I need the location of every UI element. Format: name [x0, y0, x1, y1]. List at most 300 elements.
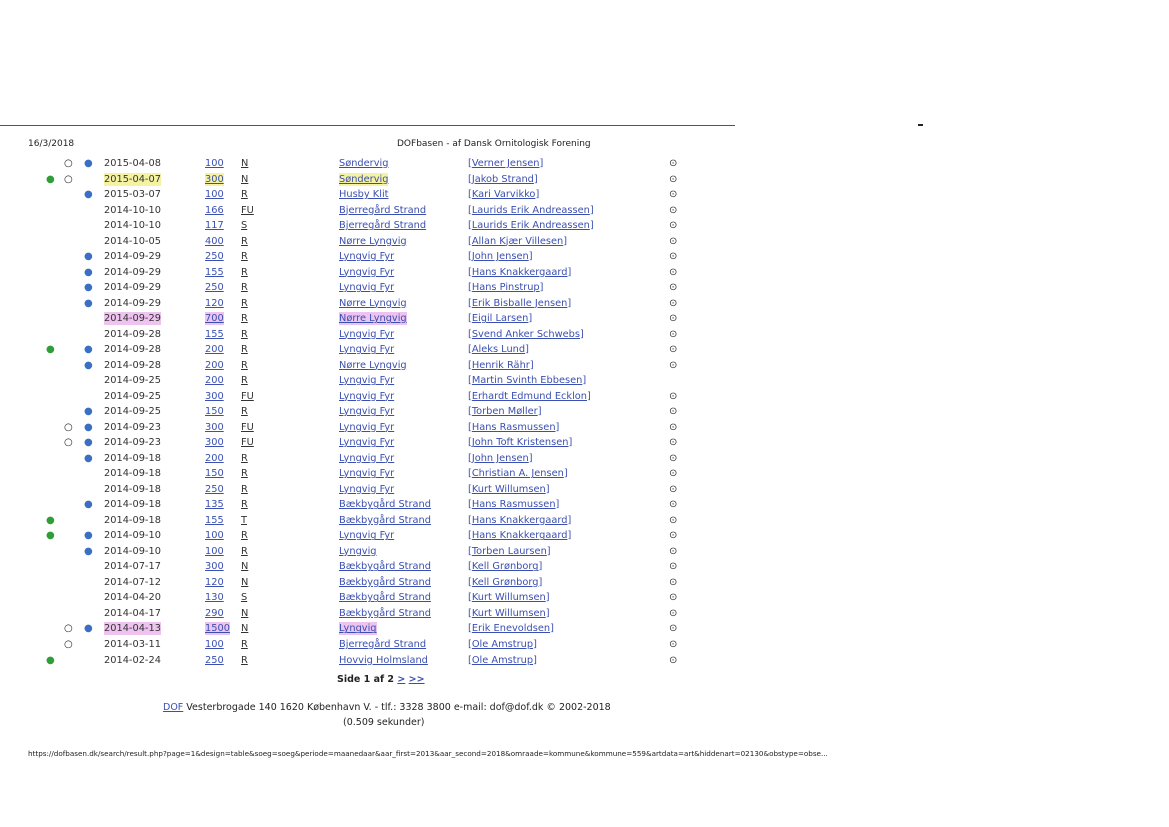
- observer-link[interactable]: [John Jensen]: [468, 251, 533, 263]
- count-link[interactable]: 1500: [205, 623, 230, 635]
- clock-icon[interactable]: ⊙: [669, 452, 678, 464]
- observer-link[interactable]: [Kell Grønborg]: [468, 576, 543, 588]
- speech-bubble-icon[interactable]: ●: [46, 530, 55, 542]
- observer-link[interactable]: [Torben Laursen]: [468, 545, 551, 557]
- date-cell: 2014-09-25: [104, 375, 161, 387]
- observer-link[interactable]: [Hans Rasmussen]: [468, 421, 560, 433]
- location-link[interactable]: Lyngvig Fyr: [339, 282, 395, 294]
- comment-icon[interactable]: ●: [84, 437, 93, 449]
- table-row: [0, 575, 735, 591]
- location-link[interactable]: Bækbygård Strand: [339, 592, 431, 604]
- count-link[interactable]: 250: [205, 483, 224, 495]
- observer-link[interactable]: [John Toft Kristensen]: [468, 437, 573, 449]
- outline-bubble-icon[interactable]: ○: [64, 437, 73, 449]
- print-url: https://dofbasen.dk/search/result.php?page=1&design=table&soeg=soeg&periode=maanedaar&aar_first=2013&aar_second=2018&omraade=kommune&kommune=559&artdata=art&hiddenart=02130&obstype=obse...: [28, 749, 828, 758]
- observer-link[interactable]: [Kurt Willumsen]: [468, 592, 550, 604]
- clock-icon[interactable]: ⊙: [669, 483, 678, 495]
- observer-name[interactable]: Martin Svinth Ebbesen: [471, 375, 583, 387]
- count-link[interactable]: 250: [205, 251, 224, 263]
- location-link[interactable]: Lyngvig Fyr: [339, 344, 395, 356]
- date-cell: 2014-07-12: [104, 576, 161, 588]
- clock-icon[interactable]: ⊙: [669, 189, 678, 201]
- location-link[interactable]: Husby Klit: [339, 189, 389, 201]
- location-link[interactable]: Lyngvig Fyr: [339, 266, 395, 278]
- count-link[interactable]: 300: [205, 561, 224, 573]
- behaviour-code-link[interactable]: N: [241, 576, 249, 588]
- table-row: [0, 420, 735, 436]
- observer-name[interactable]: Ole Amstrup: [471, 638, 534, 650]
- observer-link[interactable]: [Erhardt Edmund Ecklon]: [468, 390, 591, 402]
- comment-icon[interactable]: ●: [84, 545, 93, 557]
- table-row: [0, 265, 735, 281]
- clock-icon[interactable]: ⊙: [669, 561, 678, 573]
- observer-name[interactable]: Henrik Rähr: [471, 359, 530, 371]
- observer-link[interactable]: [Kell Grønborg]: [468, 561, 543, 573]
- observer-name[interactable]: Torben Laursen: [471, 545, 547, 557]
- location-link[interactable]: Bjerregård Strand: [339, 204, 427, 216]
- observer-name[interactable]: Eigil Larsen: [471, 313, 529, 325]
- date-cell: 2014-09-10: [104, 545, 161, 557]
- date-cell: 2015-03-07: [104, 189, 161, 201]
- observer-name[interactable]: Torben Møller: [471, 406, 538, 418]
- observer-link[interactable]: [Verner Jensen]: [468, 158, 544, 169]
- location-link[interactable]: Lyngvig Fyr: [339, 406, 395, 418]
- observer-name[interactable]: Kell Grønborg: [471, 576, 539, 588]
- count-link[interactable]: 200: [205, 452, 224, 464]
- location-link[interactable]: Lyngvig Fyr: [339, 468, 395, 480]
- observer-name[interactable]: Laurids Erik Andreassen: [471, 220, 590, 232]
- table-row: [0, 513, 735, 529]
- clock-icon[interactable]: ⊙: [669, 421, 678, 433]
- clock-icon[interactable]: ⊙: [669, 623, 678, 635]
- observer-link[interactable]: [Erik Enevoldsen]: [468, 623, 554, 635]
- observer-link[interactable]: [Ole Amstrup]: [468, 638, 537, 650]
- page-title: DOFbasen - af Dansk Ornitologisk Forening: [397, 139, 591, 149]
- table-row: [0, 203, 735, 219]
- observer-name[interactable]: Svend Anker Schwebs: [471, 328, 580, 340]
- observer-link[interactable]: [Eigil Larsen]: [468, 313, 533, 325]
- table-row: [0, 296, 735, 312]
- location-link[interactable]: Søndervig: [339, 173, 389, 185]
- top-divider: [0, 125, 735, 126]
- behaviour-code-link[interactable]: R: [241, 282, 248, 294]
- observer-link[interactable]: [Hans Knakkergaard]: [468, 514, 572, 526]
- clock-icon[interactable]: ⊙: [669, 592, 678, 604]
- behaviour-code-link[interactable]: R: [241, 654, 248, 666]
- count-link[interactable]: 155: [205, 328, 224, 340]
- count-link[interactable]: 120: [205, 576, 224, 588]
- behaviour-code-link[interactable]: R: [241, 251, 248, 263]
- clock-icon[interactable]: ⊙: [669, 266, 678, 278]
- observer-link[interactable]: [Hans Knakkergaard]: [468, 266, 572, 278]
- date-cell: 2014-09-18: [104, 483, 161, 495]
- location-link[interactable]: Bjerregård Strand: [339, 220, 427, 232]
- print-date: 16/3/2018: [28, 139, 75, 149]
- date-cell: 2014-09-29: [104, 266, 161, 278]
- count-link[interactable]: 200: [205, 359, 224, 371]
- count-link[interactable]: 150: [205, 468, 224, 480]
- observer-name[interactable]: Verner Jensen: [471, 158, 540, 169]
- behaviour-code-link[interactable]: R: [241, 266, 248, 278]
- clock-icon[interactable]: ⊙: [669, 251, 678, 263]
- observer-link[interactable]: [Torben Møller]: [468, 406, 542, 418]
- observer-link[interactable]: [Christian A. Jensen]: [468, 468, 568, 480]
- date-cell: 2014-09-29: [104, 297, 161, 309]
- stray-mark: [918, 124, 923, 126]
- count-link[interactable]: 120: [205, 297, 224, 309]
- observer-name[interactable]: John Toft Kristensen: [471, 437, 569, 449]
- observer-link[interactable]: [Hans Rasmussen]: [468, 499, 560, 511]
- count-link[interactable]: 130: [205, 592, 224, 604]
- table-row: [0, 466, 735, 482]
- count-link[interactable]: 155: [205, 514, 224, 526]
- behaviour-code-link[interactable]: FU: [241, 421, 254, 433]
- count-link[interactable]: 700: [205, 313, 224, 325]
- outline-bubble-icon[interactable]: ○: [64, 623, 73, 635]
- table-row: [0, 653, 735, 669]
- comment-icon[interactable]: ●: [84, 251, 93, 263]
- outline-bubble-icon[interactable]: ○: [64, 158, 73, 169]
- location-link[interactable]: Nørre Lyngvig: [339, 313, 407, 325]
- behaviour-code-link[interactable]: N: [241, 173, 249, 185]
- location-link[interactable]: Lyngvig Fyr: [339, 390, 395, 402]
- observer-link[interactable]: [Allan Kjær Villesen]: [468, 235, 568, 247]
- observer-name[interactable]: Laurids Erik Andreassen: [471, 204, 590, 216]
- behaviour-code-link[interactable]: S: [241, 592, 248, 604]
- pager-last-link[interactable]: >>: [408, 674, 425, 685]
- date-cell: 2014-09-18: [104, 452, 161, 464]
- outline-bubble-icon[interactable]: ○: [64, 638, 73, 650]
- date-cell: 2014-09-10: [104, 530, 161, 542]
- location-link[interactable]: Bækbygård Strand: [339, 607, 431, 619]
- location-link[interactable]: Lyngvig: [339, 623, 377, 635]
- observer-name[interactable]: Kari Varvikko: [471, 189, 536, 201]
- table-row: [0, 234, 735, 250]
- date-cell: 2014-09-29: [104, 313, 161, 325]
- location-link[interactable]: Hovvig Holmsland: [339, 654, 428, 666]
- count-link[interactable]: 100: [205, 638, 224, 650]
- date-cell: 2015-04-07: [104, 173, 161, 185]
- location-link[interactable]: Nørre Lyngvig: [339, 297, 407, 309]
- behaviour-code-link[interactable]: R: [241, 545, 248, 557]
- count-link[interactable]: 300: [205, 421, 224, 433]
- behaviour-code-link[interactable]: R: [241, 344, 248, 356]
- date-cell: 2014-04-17: [104, 607, 161, 619]
- comment-icon[interactable]: ●: [84, 297, 93, 309]
- count-link[interactable]: 166: [205, 204, 224, 216]
- behaviour-code-link[interactable]: FU: [241, 204, 254, 216]
- date-cell: 2014-04-13: [104, 623, 161, 635]
- table-row: [0, 156, 735, 172]
- count-link[interactable]: 100: [205, 189, 224, 201]
- observer-link[interactable]: [Kari Varvikko]: [468, 189, 540, 201]
- comment-icon[interactable]: ●: [84, 452, 93, 464]
- count-link[interactable]: 155: [205, 266, 224, 278]
- behaviour-code-link[interactable]: FU: [241, 390, 254, 402]
- outline-bubble-icon[interactable]: ○: [64, 421, 73, 433]
- location-link[interactable]: Bækbygård Strand: [339, 499, 431, 511]
- date-cell: 2014-09-28: [104, 359, 161, 371]
- table-row: [0, 249, 735, 265]
- observer-name[interactable]: Allan Kjær Villesen: [471, 235, 564, 247]
- speech-bubble-icon[interactable]: ●: [46, 654, 55, 666]
- date-cell: 2014-09-18: [104, 468, 161, 480]
- clock-icon[interactable]: ⊙: [669, 545, 678, 557]
- clock-icon[interactable]: ⊙: [669, 158, 678, 169]
- count-link[interactable]: 250: [205, 654, 224, 666]
- observer-name[interactable]: Kurt Willumsen: [471, 483, 546, 495]
- table-row: [0, 435, 735, 451]
- behaviour-code-link[interactable]: S: [241, 220, 248, 232]
- comment-icon[interactable]: ●: [84, 421, 93, 433]
- clock-icon[interactable]: ⊙: [669, 514, 678, 526]
- date-cell: 2014-09-23: [104, 437, 161, 449]
- date-cell: 2014-04-20: [104, 592, 161, 604]
- clock-icon[interactable]: ⊙: [669, 437, 678, 449]
- observer-name[interactable]: John Jensen: [471, 452, 529, 464]
- behaviour-code-link[interactable]: R: [241, 189, 248, 201]
- speech-bubble-icon[interactable]: ●: [46, 344, 55, 356]
- comment-icon[interactable]: ●: [84, 499, 93, 511]
- table-row: [0, 187, 735, 203]
- pager-label: Side 1 af 2: [337, 674, 395, 685]
- location-link[interactable]: Lyngvig Fyr: [339, 437, 395, 449]
- comment-icon[interactable]: ●: [84, 266, 93, 278]
- date-cell: 2014-09-23: [104, 421, 161, 433]
- count-link[interactable]: 290: [205, 607, 224, 619]
- observer-link[interactable]: [Svend Anker Schwebs]: [468, 328, 584, 340]
- observer-name[interactable]: Hans Knakkergaard: [471, 530, 568, 542]
- count-link[interactable]: 150: [205, 406, 224, 418]
- observations-table: [0, 156, 735, 668]
- clock-icon[interactable]: ⊙: [669, 654, 678, 666]
- clock-icon[interactable]: ⊙: [669, 173, 678, 185]
- footer-timing: (0.509 sekunder): [343, 717, 425, 728]
- observer-name[interactable]: Hans Knakkergaard: [471, 266, 568, 278]
- date-cell: 2014-09-25: [104, 390, 161, 402]
- location-link[interactable]: Bækbygård Strand: [339, 514, 431, 526]
- count-link[interactable]: 300: [205, 437, 224, 449]
- footer-address: [163, 702, 611, 713]
- table-row: [0, 497, 735, 513]
- behaviour-code-link[interactable]: R: [241, 452, 248, 464]
- table-row: [0, 528, 735, 544]
- behaviour-code-link[interactable]: FU: [241, 437, 254, 449]
- location-link[interactable]: Bækbygård Strand: [339, 561, 431, 573]
- behaviour-code-link[interactable]: R: [241, 328, 248, 340]
- observer-link[interactable]: [Hans Pinstrup]: [468, 282, 544, 294]
- count-link[interactable]: 400: [205, 235, 224, 247]
- location-link[interactable]: Lyngvig Fyr: [339, 421, 395, 433]
- date-cell: 2014-09-18: [104, 514, 161, 526]
- clock-icon[interactable]: ⊙: [669, 359, 678, 371]
- table-row: [0, 280, 735, 296]
- clock-icon[interactable]: ⊙: [669, 297, 678, 309]
- observer-link[interactable]: [Kurt Willumsen]: [468, 483, 550, 495]
- comment-icon[interactable]: ●: [84, 406, 93, 418]
- observer-name[interactable]: Christian A. Jensen: [471, 468, 564, 480]
- count-link[interactable]: 300: [205, 173, 224, 185]
- date-cell: 2014-09-28: [104, 328, 161, 340]
- observer-link[interactable]: [Hans Knakkergaard]: [468, 530, 572, 542]
- pager: [337, 674, 425, 685]
- date-cell: 2014-09-29: [104, 282, 161, 294]
- outline-bubble-icon[interactable]: ○: [64, 173, 73, 185]
- comment-icon[interactable]: ●: [84, 282, 93, 294]
- observer-name[interactable]: Erhardt Edmund Ecklon: [471, 390, 587, 402]
- behaviour-code-link[interactable]: T: [241, 514, 247, 526]
- location-link[interactable]: Lyngvig: [339, 545, 377, 557]
- date-cell: 2014-09-18: [104, 499, 161, 511]
- behaviour-code-link[interactable]: R: [241, 235, 248, 247]
- clock-icon[interactable]: ⊙: [669, 313, 678, 325]
- behaviour-code-link[interactable]: R: [241, 483, 248, 495]
- location-link[interactable]: Nørre Lyngvig: [339, 235, 407, 247]
- location-link[interactable]: Lyngvig Fyr: [339, 483, 395, 495]
- comment-icon[interactable]: ●: [84, 530, 93, 542]
- behaviour-code-link[interactable]: R: [241, 638, 248, 650]
- observer-link[interactable]: [Aleks Lund]: [468, 344, 529, 356]
- clock-icon[interactable]: ⊙: [669, 499, 678, 511]
- date-cell: 2015-04-08: [104, 158, 161, 169]
- comment-icon[interactable]: ●: [84, 189, 93, 201]
- observer-link[interactable]: [Erik Bisballe Jensen]: [468, 297, 572, 309]
- observer-link[interactable]: [John Jensen]: [468, 452, 533, 464]
- count-link[interactable]: 100: [205, 158, 224, 169]
- count-link[interactable]: 300: [205, 390, 224, 402]
- date-cell: 2014-02-24: [104, 654, 161, 666]
- observer-name[interactable]: Hans Knakkergaard: [471, 514, 568, 526]
- behaviour-code-link[interactable]: N: [241, 561, 249, 573]
- table-row: [0, 482, 735, 498]
- clock-icon[interactable]: ⊙: [669, 204, 678, 216]
- comment-icon[interactable]: ●: [84, 158, 93, 169]
- table-row: [0, 218, 735, 234]
- count-link[interactable]: 200: [205, 344, 224, 356]
- table-row: [0, 327, 735, 343]
- comment-icon[interactable]: ●: [84, 344, 93, 356]
- pager-next-link[interactable]: >: [397, 674, 406, 685]
- clock-icon[interactable]: ⊙: [669, 406, 678, 418]
- observer-name[interactable]: Erik Enevoldsen: [471, 623, 551, 635]
- count-link[interactable]: 100: [205, 530, 224, 542]
- comment-icon[interactable]: ●: [84, 359, 93, 371]
- observer-name[interactable]: Kell Grønborg: [471, 561, 539, 573]
- count-link[interactable]: 100: [205, 545, 224, 557]
- date-cell: 2014-10-10: [104, 220, 161, 232]
- observer-link[interactable]: [Laurids Erik Andreassen]: [468, 204, 594, 216]
- clock-icon[interactable]: ⊙: [669, 220, 678, 232]
- observer-link[interactable]: [Henrik Rähr]: [468, 359, 534, 371]
- clock-icon[interactable]: ⊙: [669, 576, 678, 588]
- speech-bubble-icon[interactable]: ●: [46, 173, 55, 185]
- date-cell: 2014-09-28: [104, 344, 161, 356]
- location-link[interactable]: Lyngvig Fyr: [339, 530, 395, 542]
- table-row: [0, 590, 735, 606]
- behaviour-code-link[interactable]: R: [241, 297, 248, 309]
- clock-icon[interactable]: ⊙: [669, 282, 678, 294]
- behaviour-code-link[interactable]: R: [241, 313, 248, 325]
- behaviour-code-link[interactable]: R: [241, 468, 248, 480]
- observer-name[interactable]: Aleks Lund: [471, 344, 526, 356]
- behaviour-code-link[interactable]: R: [241, 375, 248, 387]
- date-cell: 2014-10-10: [104, 204, 161, 216]
- count-link[interactable]: 200: [205, 375, 224, 387]
- clock-icon[interactable]: ⊙: [669, 344, 678, 356]
- date-cell: 2014-03-11: [104, 638, 161, 650]
- clock-icon[interactable]: ⊙: [669, 235, 678, 247]
- observer-link[interactable]: [Laurids Erik Andreassen]: [468, 220, 594, 232]
- location-link[interactable]: Nørre Lyngvig: [339, 359, 407, 371]
- date-cell: 2014-07-17: [104, 561, 161, 573]
- table-row: [0, 373, 735, 389]
- observer-name[interactable]: Kurt Willumsen: [471, 607, 546, 619]
- location-link[interactable]: Lyngvig Fyr: [339, 452, 395, 464]
- speech-bubble-icon[interactable]: ●: [46, 514, 55, 526]
- location-link[interactable]: Bjerregård Strand: [339, 638, 427, 650]
- behaviour-code-link[interactable]: N: [241, 623, 249, 635]
- observer-name[interactable]: John Jensen: [471, 251, 529, 263]
- clock-icon[interactable]: ⊙: [669, 468, 678, 480]
- clock-icon[interactable]: ⊙: [669, 530, 678, 542]
- clock-icon[interactable]: ⊙: [669, 607, 678, 619]
- table-row: [0, 311, 735, 327]
- observer-name[interactable]: Kurt Willumsen: [471, 592, 546, 604]
- location-link[interactable]: Lyngvig Fyr: [339, 328, 395, 340]
- behaviour-code-link[interactable]: R: [241, 359, 248, 371]
- behaviour-code-link[interactable]: N: [241, 607, 249, 619]
- count-link[interactable]: 250: [205, 282, 224, 294]
- observer-name[interactable]: Ole Amstrup: [471, 654, 534, 666]
- table-row: [0, 559, 735, 575]
- table-row: [0, 389, 735, 405]
- behaviour-code-link[interactable]: R: [241, 406, 248, 418]
- observer-name[interactable]: Hans Rasmussen: [471, 499, 556, 511]
- location-link[interactable]: Lyngvig Fyr: [339, 375, 395, 387]
- table-row: [0, 172, 735, 188]
- clock-icon[interactable]: ⊙: [669, 390, 678, 402]
- clock-icon[interactable]: ⊙: [669, 328, 678, 340]
- table-row: [0, 342, 735, 358]
- observer-link[interactable]: [Martin Svinth Ebbesen]: [468, 375, 587, 387]
- table-row: [0, 606, 735, 622]
- count-link[interactable]: 135: [205, 499, 224, 511]
- location-link[interactable]: Bækbygård Strand: [339, 576, 431, 588]
- observer-name[interactable]: Hans Rasmussen: [471, 421, 556, 433]
- count-link[interactable]: 117: [205, 220, 224, 232]
- footer-address-text: Vesterbrogade 140 1620 København V. - tlf.: 3328 3800 e-mail: dof@dof.dk © 2002-2018: [186, 702, 611, 713]
- table-row: [0, 637, 735, 653]
- observer-name[interactable]: Erik Bisballe Jensen: [471, 297, 568, 309]
- dof-link[interactable]: DOF: [163, 702, 184, 713]
- behaviour-code-link[interactable]: R: [241, 530, 248, 542]
- behaviour-code-link[interactable]: N: [241, 158, 249, 169]
- clock-icon[interactable]: ⊙: [669, 638, 678, 650]
- observer-name[interactable]: Jakob Strand: [471, 173, 534, 185]
- table-row: [0, 358, 735, 374]
- table-row: [0, 544, 735, 560]
- behaviour-code-link[interactable]: R: [241, 499, 248, 511]
- location-link[interactable]: Lyngvig Fyr: [339, 251, 395, 263]
- table-row: [0, 451, 735, 467]
- observer-link[interactable]: [Jakob Strand]: [468, 173, 538, 185]
- observer-name[interactable]: Hans Pinstrup: [471, 282, 540, 294]
- table-row: [0, 404, 735, 420]
- comment-icon[interactable]: ●: [84, 623, 93, 635]
- observer-link[interactable]: [Ole Amstrup]: [468, 654, 537, 666]
- location-link[interactable]: Søndervig: [339, 158, 389, 169]
- observer-link[interactable]: [Kurt Willumsen]: [468, 607, 550, 619]
